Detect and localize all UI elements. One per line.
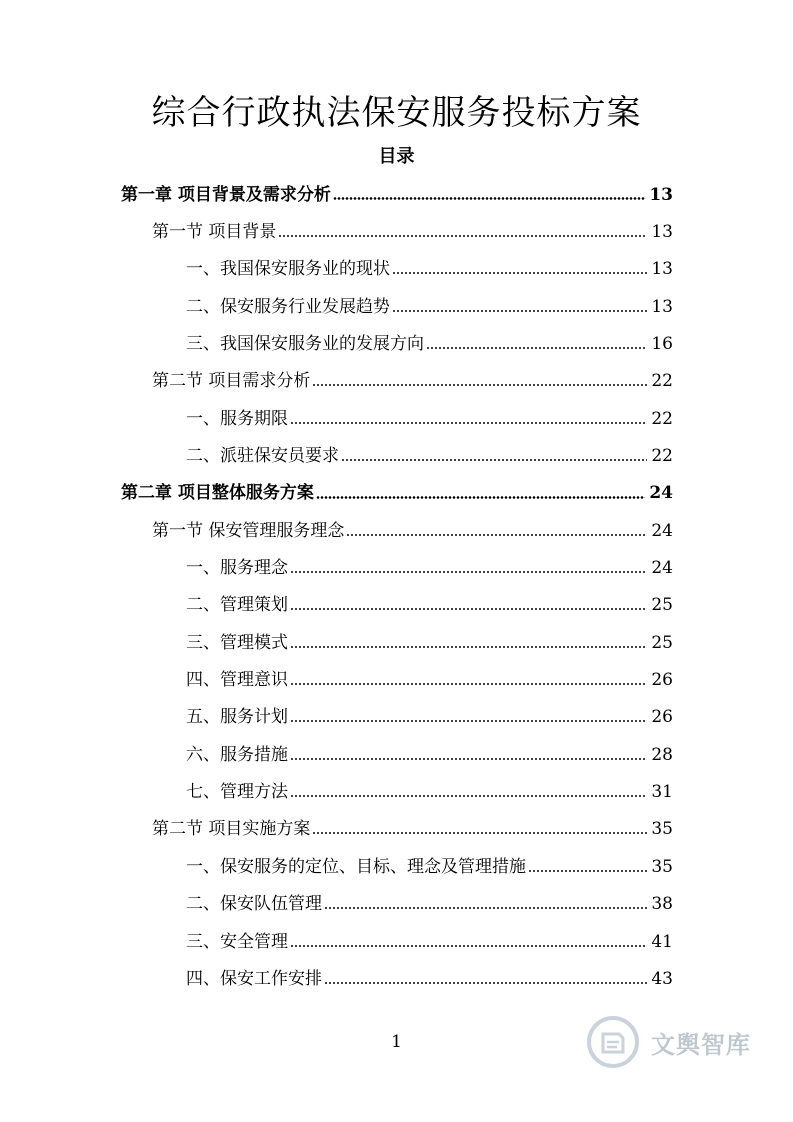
toc-entry-page: 24	[649, 483, 673, 504]
toc-entry[interactable]	[186, 848, 673, 885]
toc-leader-dots	[290, 422, 647, 424]
toc-entry[interactable]	[186, 699, 673, 736]
toc-entry-page: 24	[651, 558, 673, 578]
toc-leader-dots	[290, 683, 647, 685]
toc-heading: 目录	[378, 146, 415, 167]
toc-entry-page: 24	[651, 520, 673, 541]
toc-leader-dots	[290, 608, 647, 610]
toc-entry-page: 13	[649, 184, 673, 205]
toc-entry-label: 六、服务措施	[186, 744, 288, 765]
toc-entry-label: 第二节 项目需求分析	[152, 371, 311, 392]
toc-entry-page: 25	[651, 632, 673, 653]
toc-entry-page: 13	[651, 221, 673, 242]
toc-entry[interactable]	[186, 886, 673, 923]
toc-entry[interactable]	[186, 774, 673, 811]
toc-entry-page: 13	[651, 259, 673, 280]
toc-entry[interactable]	[152, 512, 673, 549]
toc-entry-label: 四、保安工作安排	[186, 968, 322, 989]
toc-entry[interactable]	[152, 811, 673, 848]
toc-entry[interactable]	[186, 251, 673, 288]
toc-entry[interactable]	[152, 363, 673, 400]
toc-entry[interactable]	[186, 960, 673, 997]
toc-leader-dots	[290, 646, 647, 648]
toc-leader-dots	[341, 459, 647, 461]
toc-entry-label: 一、我国保安服务业的现状	[186, 259, 390, 280]
toc-entry[interactable]	[186, 325, 673, 362]
toc-entry[interactable]	[186, 437, 673, 474]
toc-leader-dots	[290, 945, 647, 947]
toc-entry-label: 二、管理策划	[186, 595, 288, 616]
toc-leader-dots	[324, 982, 647, 984]
document-logo-icon	[585, 1014, 641, 1070]
toc-entry[interactable]	[121, 475, 673, 512]
toc-entry[interactable]	[186, 400, 673, 437]
toc-entry-label: 第一章 项目背景及需求分析	[121, 184, 331, 205]
toc-entry-label: 七、管理方法	[186, 782, 288, 803]
toc-entry-label: 四、管理意识	[186, 670, 288, 691]
toc-entry-page: 26	[651, 670, 673, 691]
toc-entry-page: 35	[651, 856, 673, 877]
toc-entry-page: 22	[651, 445, 673, 466]
toc-leader-dots	[333, 197, 645, 200]
page-number: 1	[391, 1032, 402, 1052]
watermark	[585, 1010, 765, 1074]
toc-leader-dots	[290, 571, 647, 573]
toc-leader-dots	[312, 384, 647, 386]
toc-leader-dots	[290, 720, 647, 722]
toc-entry[interactable]	[186, 662, 673, 699]
toc-entry-label: 二、保安队伍管理	[186, 894, 322, 915]
toc-entry[interactable]	[121, 176, 673, 213]
toc-leader-dots	[312, 832, 647, 834]
toc-entry[interactable]	[186, 923, 673, 960]
toc-entry-page: 43	[651, 968, 673, 989]
toc-entry-label: 第二章 项目整体服务方案	[121, 483, 314, 504]
toc-leader-dots	[392, 310, 647, 312]
toc-leader-dots	[346, 534, 647, 536]
toc-entry-label: 第一节 项目背景	[152, 221, 277, 242]
toc-entry[interactable]	[186, 587, 673, 624]
toc-entry-label: 一、服务理念	[186, 558, 288, 578]
watermark-text: 文舆智库	[651, 1030, 751, 1059]
toc-entry-label: 二、派驻保安员要求	[186, 445, 339, 466]
toc-entry-page: 31	[651, 782, 673, 803]
toc-entry-label: 第一节 保安管理服务理念	[152, 520, 345, 541]
toc-entry-page: 38	[651, 894, 673, 915]
toc-entry-page: 35	[651, 819, 673, 840]
toc-entry-page: 28	[651, 744, 673, 765]
toc-entry-page: 41	[651, 931, 673, 952]
toc-entry-page: 22	[651, 371, 673, 392]
toc-entry-label: 三、管理模式	[186, 632, 288, 653]
toc-entry-page: 22	[651, 408, 673, 429]
toc-entry-page: 25	[651, 595, 673, 616]
toc-leader-dots	[316, 496, 645, 499]
toc-leader-dots	[290, 795, 647, 797]
toc-entry-label: 一、服务期限	[186, 408, 288, 429]
document-title: 综合行政执法保安服务投标方案	[151, 93, 642, 133]
toc-leader-dots	[392, 272, 647, 274]
toc-entry-page: 16	[651, 333, 673, 354]
toc-entry-label: 五、服务计划	[186, 707, 288, 728]
toc-entry-label: 二、保安服务行业发展趋势	[186, 296, 390, 317]
toc-leader-dots	[324, 907, 647, 909]
toc-leader-dots	[278, 235, 647, 237]
toc-entry-label: 第二节 项目实施方案	[152, 819, 311, 840]
toc-entry[interactable]	[186, 550, 673, 587]
toc-entry-label: 三、我国保安服务业的发展方向	[186, 333, 424, 354]
toc-leader-dots	[528, 870, 647, 872]
toc-entry-label: 三、安全管理	[186, 931, 288, 952]
toc-entry-page: 13	[651, 296, 673, 317]
toc-leader-dots	[290, 758, 647, 760]
toc-entry[interactable]	[152, 213, 673, 250]
toc-entry[interactable]	[186, 288, 673, 325]
toc-entry[interactable]	[186, 624, 673, 661]
toc-entry-page: 26	[651, 707, 673, 728]
toc-entry-label: 一、保安服务的定位、目标、理念及管理措施	[186, 856, 526, 877]
toc-entry[interactable]	[186, 736, 673, 773]
toc-leader-dots	[426, 347, 647, 349]
